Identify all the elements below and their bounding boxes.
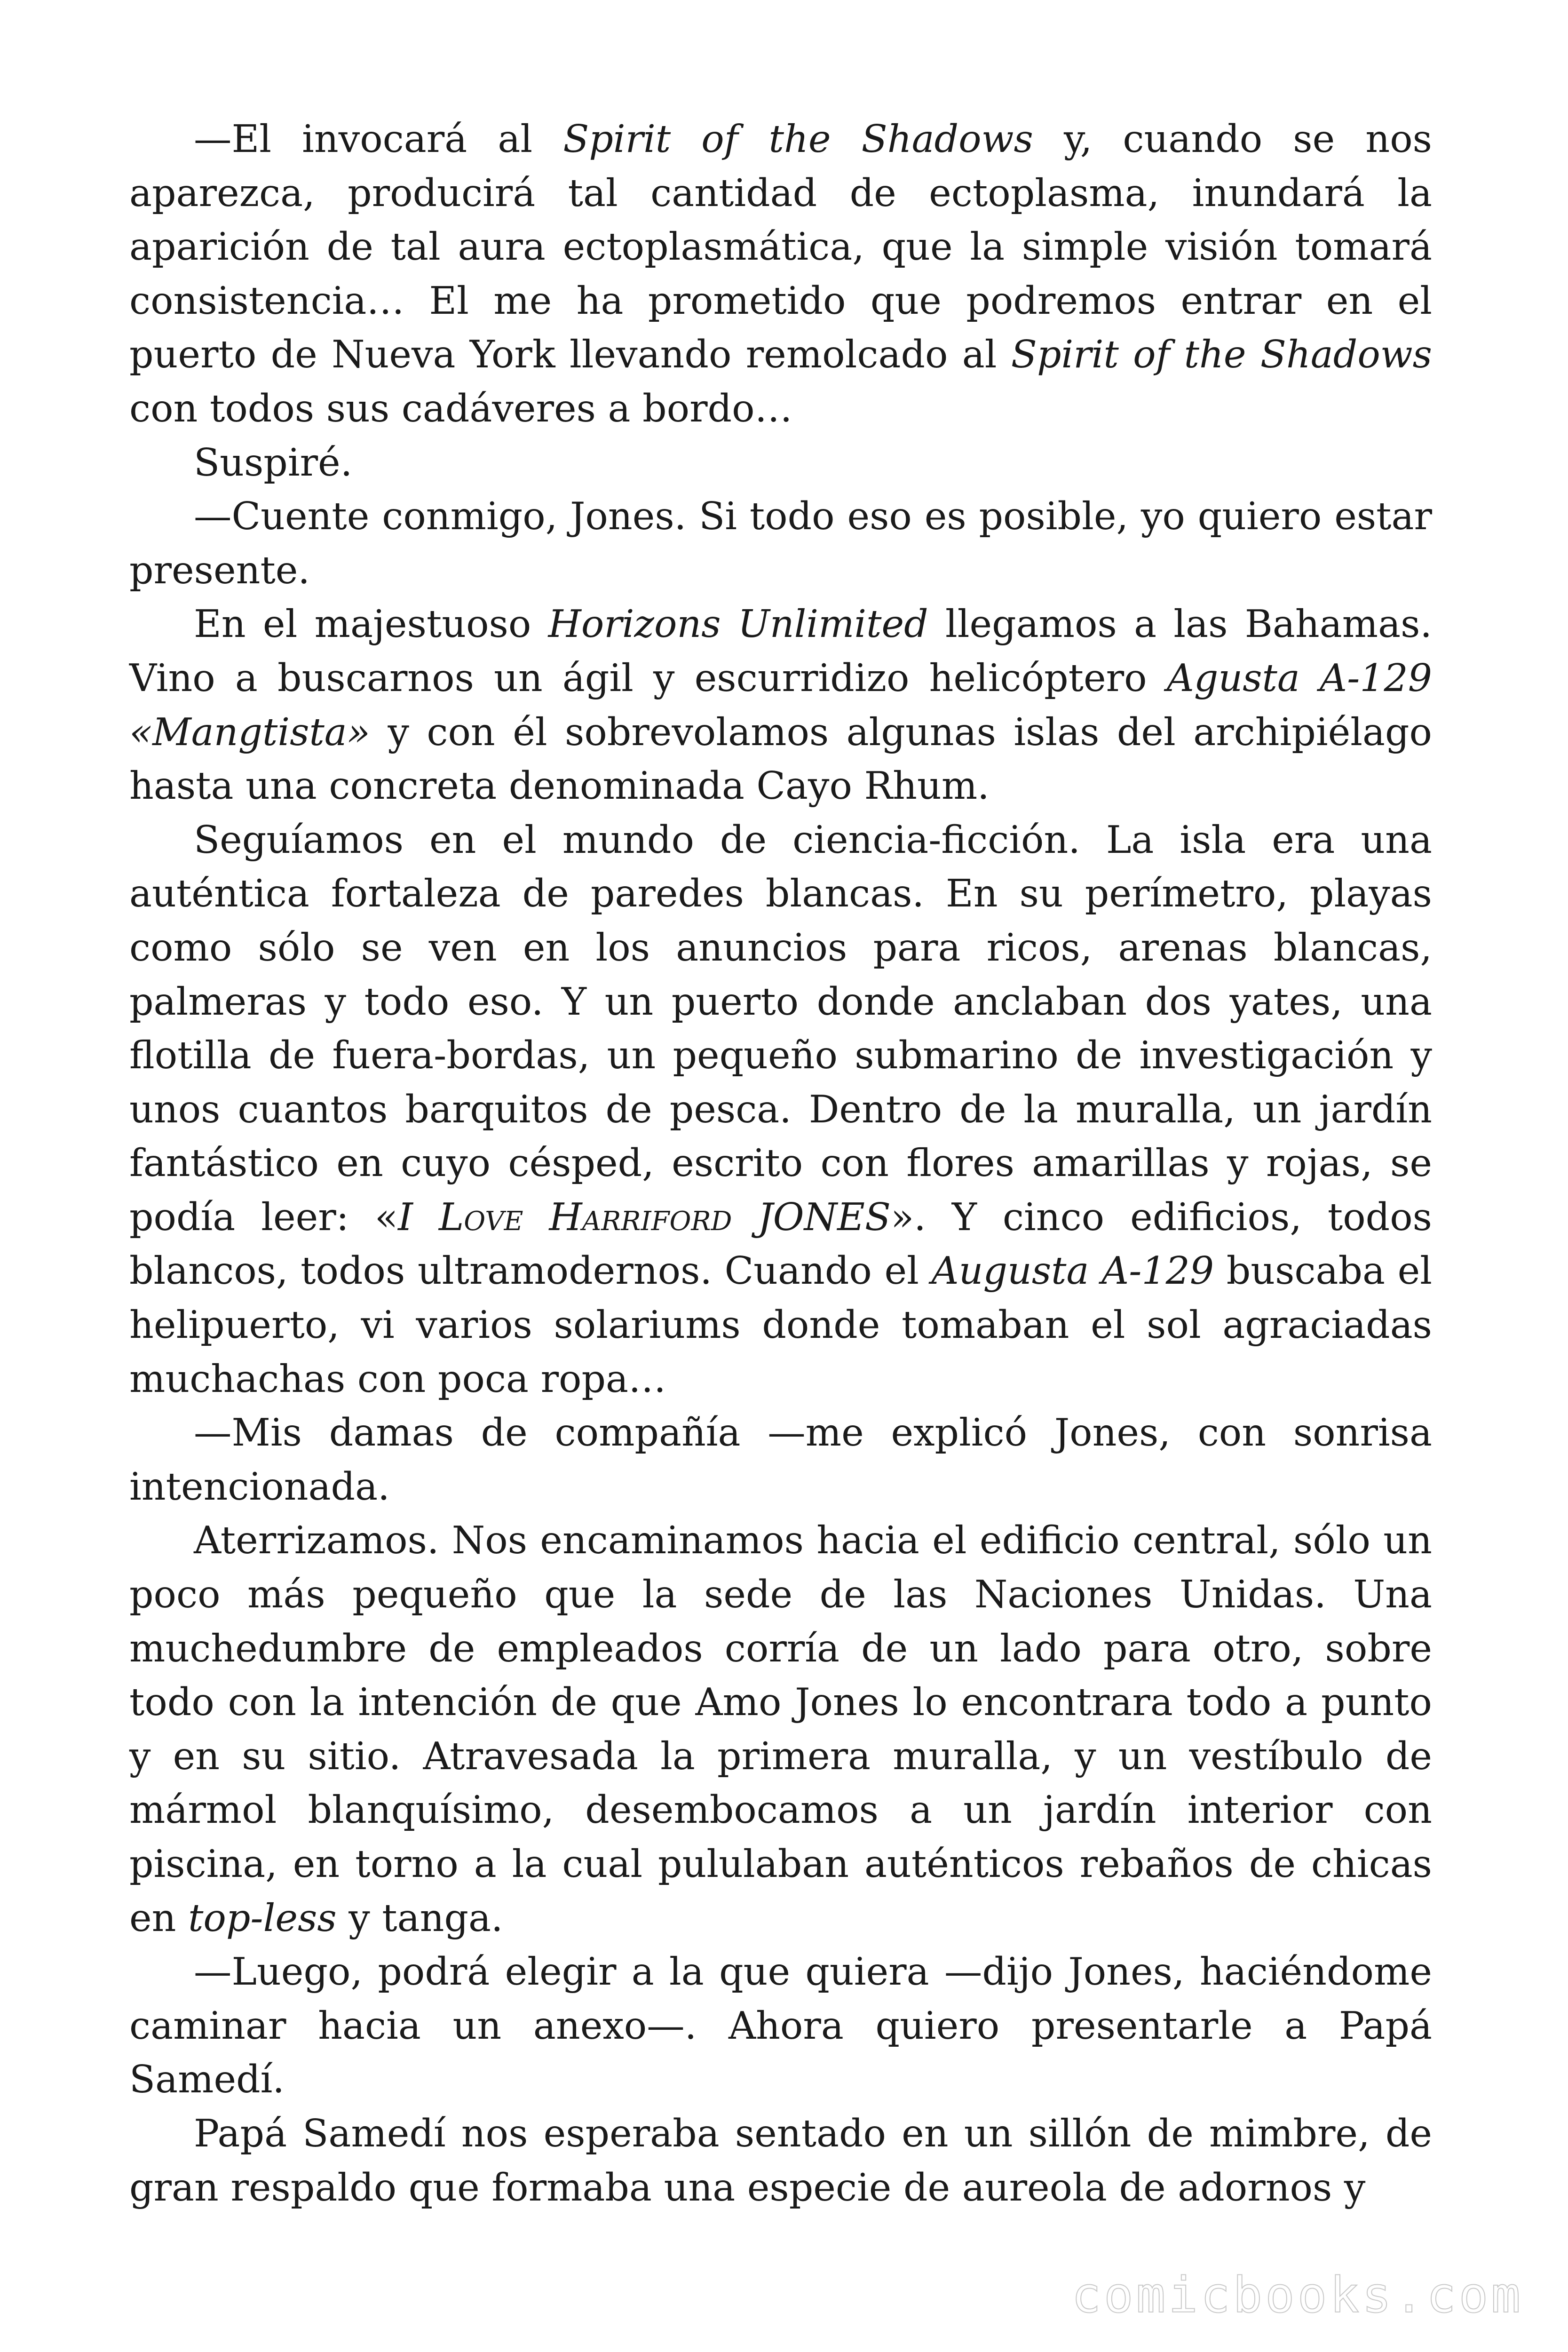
text-run: Suspiré. [194,440,353,485]
paragraph [129,2106,1432,2214]
paragraph [129,1945,1432,2106]
italic-text: Spirit of the Shadows [1011,332,1432,377]
italic-text: Augusta A-129 [931,1248,1214,1293]
italic-text: JONES [758,1194,891,1239]
italic-text: top-less [188,1895,337,1940]
text-run: ». Y cinco edificios, todos blancos, todos ultramodernos. Cuando el [129,1194,1432,1293]
paragraph [129,489,1432,597]
paragraph [129,112,1432,436]
watermark: comicbooks.com [1071,2266,1523,2324]
text-run [732,1195,758,1239]
text-run: con todos sus cadáveres a bordo… [129,386,793,430]
italic-text: Horizons Unlimited [548,602,928,646]
book-page-text [129,112,1432,2214]
text-run: —Cuente conmigo, Jones. Si todo eso es posible, yo quiero estar presente. [129,494,1432,592]
text-run: —Mis damas de compañía —me explicó Jones, con sonrisa intencionada. [129,1410,1432,1509]
text-run: buscaba el helipuerto, vi varios solariums donde tomaban el sol agraciadas muchachas con poca ropa… [129,1248,1432,1401]
text-run: En el majestuoso [194,602,548,646]
text-run: —El invocará al [194,117,563,161]
paragraph [129,436,1432,490]
paragraph [129,1513,1432,1945]
text-run: Papá Samedí nos esperaba sentado en un sillón de mimbre, de gran respaldo que formaba una especie de aureola de adornos y [129,2111,1432,2209]
text-run: y tanga. [336,1895,503,1940]
paragraph [129,813,1432,1406]
text-run: —Luego, podrá elegir a la que quiera —dijo Jones, haciéndome caminar hacia un anexo—. Ahora quiero presentarle a Papá Samedí. [129,1949,1432,2102]
italic-text: Agusta A-129 «Mangtista» [129,655,1432,754]
italic-text: I Love Harriford [398,1194,732,1239]
text-run: y, cuando se nos aparezca, producirá tal cantidad de ectoplasma, inundará la aparición de tal aura ectoplasmática, que la simple visión tomará consistencia… El me ha prometido que podremos entrar en el puerto de Nueva York llevando remolcado al [129,117,1432,377]
paragraph [129,1406,1432,1513]
italic-text: Spirit of the Shadows [563,117,1033,161]
text-run: y con él sobrevolamos algunas islas del archipiélago hasta una concreta denominada Cayo Rhum. [129,709,1432,808]
text-run: Aterrizamos. Nos encaminamos hacia el edificio central, sólo un poco más pequeño que la sede de las Naciones Unidas. Una muchedumbre de empleados corría de un lado para otro, sobre todo con la intención de que Amo Jones lo encontrara todo a punto y en su sitio. Atravesada la primera muralla, y un vestíbulo de mármol blanquísimo, desembocamos a un jardín interior con piscina, en torno a la cual pululaban auténticos rebaños de chicas en [129,1518,1432,1940]
text-run: Seguíamos en el mundo de ciencia-ficción. La isla era una auténtica fortaleza de paredes blancas. En su perímetro, playas como sólo se ven en los anuncios para ricos, arenas blancas, palmeras y todo eso. Y un puerto donde anclaban dos yates, una flotilla de fuera-bordas, un pequeño submarino de investigación y unos cuantos barquitos de pesca. Dentro de la muralla, un jardín fantástico en cuyo césped, escrito con flores amarillas y rojas, se podía leer: « [129,817,1432,1239]
text-run: llegamos a las Bahamas. Vino a buscarnos un ágil y escurridizo helicóptero [129,602,1432,700]
paragraph [129,597,1432,812]
